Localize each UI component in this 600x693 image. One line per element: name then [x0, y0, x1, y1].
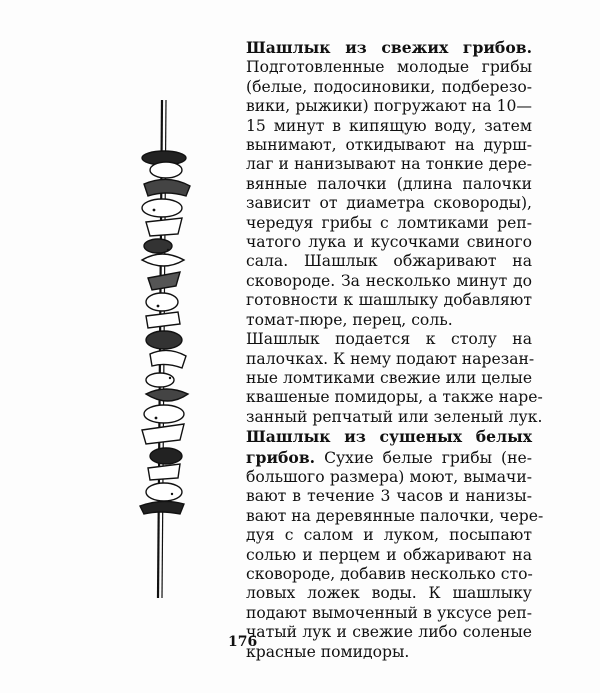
recipe-1-line: сала. Шашлык обжаривают на: [246, 252, 532, 271]
recipe-2: [224, 427, 544, 662]
serving-paragraph: [224, 330, 543, 427]
recipe-2-line: ловых ложек воды. К шашлыку: [246, 584, 532, 603]
recipe-1-line: зависит от диаметра сковороды),: [246, 194, 532, 213]
recipe-2-heading: Шашлык из сушеных белых: [246, 427, 532, 447]
serving-line: палочках. К нему подают нарезан-: [246, 349, 535, 368]
recipe-2-heading-cont: грибов.: [246, 447, 316, 467]
recipe-2-line: вают в течение 3 часов и нанизы-: [246, 487, 532, 506]
recipe-2-line: большого размера) моют, вымачи-: [246, 467, 532, 486]
skewer-illustration: [128, 100, 218, 600]
recipe-1-heading: Шашлык из свежих грибов.: [246, 38, 532, 57]
recipe-2-line: красные помидоры.: [246, 642, 410, 661]
recipe-1-line: вики, рыжики) погружают на 10—: [246, 97, 532, 116]
recipe-1-line: 15 минут в кипящую воду, затем: [246, 116, 532, 135]
recipe-1-line: вынимают, откидывают на дурш-: [246, 136, 532, 155]
recipe-2-line: подают вымоченный в уксусе реп-: [246, 603, 532, 622]
recipe-1-line: (белые, подосиновики, подберезо-: [246, 77, 532, 96]
recipe-2-line: солью и перцем и обжаривают на: [246, 545, 532, 564]
recipe-2-line: дуя с салом и луком, посыпают: [246, 526, 532, 545]
recipe-text: [224, 38, 544, 662]
recipe-1-line: готовности к шашлыку добавляют: [246, 291, 532, 310]
recipe-2-line: сковороде, добавив несколько сто-: [246, 564, 533, 583]
recipe-1-line: чередуя грибы с ломтиками реп-: [246, 213, 532, 232]
serving-line: ные ломтиками свежие или целые: [246, 368, 533, 387]
recipe-2-line: вают на деревянные палочки, чере-: [246, 506, 544, 525]
serving-line: квашеные помидоры, а также наре-: [246, 388, 543, 407]
recipe-1-line: вянные палочки (длина палочки: [246, 174, 532, 193]
recipe-1-line: сковороде. За несколько минут до: [246, 271, 532, 290]
recipe-1-line: Подготовленные молодые грибы: [246, 58, 532, 77]
recipe-1-line: лаг и нанизывают на тонкие дере-: [246, 155, 532, 174]
page-number: 176: [228, 634, 258, 650]
recipe-2-line: чатый лук и свежие либо соленые: [246, 623, 532, 642]
serving-line: Шашлык подается к столу на: [246, 330, 532, 349]
serving-line: занный репчатый или зеленый лук.: [246, 407, 543, 426]
recipe-1-line: чатого лука и кусочками свиного: [246, 233, 532, 252]
recipe-2-line: Сухие белые грибы (не-: [324, 448, 532, 467]
recipe-1: [224, 38, 532, 330]
recipe-1-line: томат-пюре, перец, соль.: [246, 310, 453, 329]
